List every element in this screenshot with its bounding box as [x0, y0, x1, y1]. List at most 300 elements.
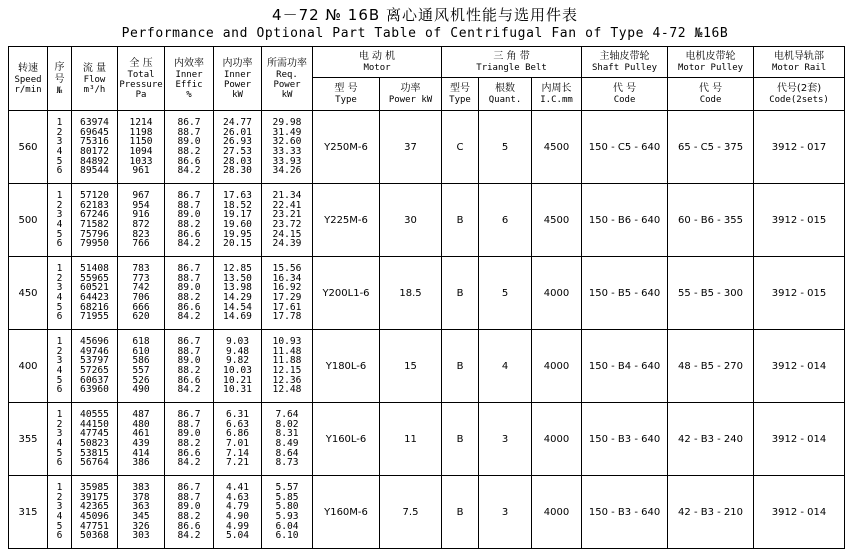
- header-triangle-belt: 三 角 带 Triangle Belt: [442, 47, 582, 78]
- inner-effic-cell: [165, 184, 214, 257]
- req-power-cell-value: 15.56: [272, 263, 302, 275]
- req-power-cell-value: 11.88: [272, 355, 302, 367]
- inner-power-cell-value: 9.82: [225, 355, 250, 367]
- seq-cell: [48, 257, 72, 330]
- pressure-cell-value: 386: [132, 457, 150, 469]
- inner-power-cell-value: 18.52: [223, 199, 252, 211]
- req-power-cell: [262, 330, 313, 403]
- motor-pulley-code-cell: 42 - B3 - 240: [668, 403, 754, 476]
- req-power-cell-value: 10.93: [272, 336, 302, 348]
- inner-power-cell-value: 24.77: [223, 117, 252, 129]
- pressure-cell-value: 526: [132, 374, 150, 386]
- motor-type-cell: Y160M-6: [313, 476, 380, 549]
- shaft-pulley-code-cell: 150 - B3 - 640: [582, 403, 668, 476]
- inner-effic-cell-value: 86.6: [177, 520, 201, 532]
- inner-effic-cell-value: 88.2: [177, 365, 201, 376]
- req-power-cell-value: 23.21: [272, 209, 302, 221]
- inner-effic-cell-value: 89.0: [177, 136, 201, 148]
- req-power-cell-value: 12.15: [272, 365, 302, 376]
- flow-cell-value: 44150: [80, 418, 109, 430]
- seq-cell-value: 3: [56, 136, 63, 148]
- inner-effic-cell-value: 86.6: [177, 155, 201, 167]
- flow-cell-value: 56764: [80, 457, 109, 469]
- seq-cell-value: 6: [56, 311, 63, 323]
- header-belt-ic: 内周长 I.C.mm: [532, 78, 582, 111]
- seq-cell-value: 3: [56, 355, 63, 367]
- motor-type-cell: Y160L-6: [313, 403, 380, 476]
- req-power-cell-value: 24.15: [272, 228, 302, 240]
- req-power-cell: [262, 476, 313, 549]
- req-power-cell-value: 8.02: [275, 418, 299, 430]
- shaft-pulley-code-cell: 150 - B3 - 640: [582, 476, 668, 549]
- req-power-cell-value: 5.80: [275, 501, 299, 513]
- inner-power-cell-value: 6.63: [225, 418, 250, 430]
- seq-cell-value: 6: [56, 165, 63, 177]
- belt-type-cell: C: [442, 111, 479, 184]
- inner-effic-cell: [165, 403, 214, 476]
- seq-cell: [48, 403, 72, 476]
- inner-power-cell-value: 19.95: [223, 228, 252, 240]
- header-pressure: 全 压 Total Pressure Pa: [118, 47, 165, 111]
- header-shaft-pulley: 主轴皮带轮 Shaft Pulley: [582, 47, 668, 78]
- flow-cell: [72, 111, 118, 184]
- seq-cell-value: 4: [56, 438, 63, 449]
- header-motor-rail-code: 代号(2套) Code(2sets): [754, 78, 845, 111]
- pressure-cell-value: 557: [132, 365, 150, 376]
- flow-cell-value: 50368: [80, 530, 109, 542]
- table-body: [9, 111, 845, 549]
- inner-power-cell-value: 4.79: [225, 501, 250, 513]
- pressure-cell-value: 618: [132, 336, 150, 348]
- flow-cell: [72, 184, 118, 257]
- req-power-cell-value: 11.48: [272, 345, 302, 357]
- speed-cell: 315: [9, 476, 48, 549]
- inner-effic-cell-value: 86.7: [177, 482, 201, 494]
- inner-power-cell-value: 13.98: [223, 282, 252, 294]
- seq-cell-value: 5: [56, 155, 63, 167]
- pressure-cell-value: 620: [132, 311, 150, 323]
- motor-rail-code-cell: 3912 - 014: [754, 476, 845, 549]
- inner-power-cell-value: 28.03: [223, 155, 252, 167]
- inner-power-cell-value: 4.41: [225, 482, 250, 494]
- flow-cell-value: 62183: [80, 199, 109, 211]
- motor-power-cell: 11: [380, 403, 442, 476]
- header-req-power: 所需功率 Req. Power kW: [262, 47, 313, 111]
- seq-cell-value: 1: [56, 482, 63, 494]
- req-power-cell-value: 12.36: [272, 374, 302, 386]
- belt-type-cell: B: [442, 184, 479, 257]
- seq-cell-value: 4: [56, 219, 63, 230]
- header-shaft-pulley-code: 代 号 Code: [582, 78, 668, 111]
- flow-cell: [72, 403, 118, 476]
- inner-effic-cell-value: 89.0: [177, 355, 201, 367]
- flow-cell-value: 63974: [80, 117, 109, 129]
- seq-cell-value: 1: [56, 409, 63, 421]
- seq-cell-value: 3: [56, 282, 63, 294]
- pressure-cell-value: 742: [132, 282, 150, 294]
- inner-power-cell: [214, 330, 262, 403]
- inner-effic-cell-value: 88.2: [177, 438, 201, 449]
- pressure-cell-value: 414: [132, 447, 150, 459]
- flow-cell-value: 57120: [80, 190, 109, 202]
- inner-power-cell-value: 14.69: [223, 311, 252, 323]
- req-power-cell-value: 17.61: [272, 301, 302, 313]
- flow-cell-value: 55965: [80, 272, 109, 284]
- req-power-cell-value: 5.57: [275, 482, 299, 494]
- inner-effic-cell-value: 86.6: [177, 228, 201, 240]
- seq-cell-value: 3: [56, 209, 63, 221]
- inner-effic-cell-value: 84.2: [177, 530, 201, 542]
- pressure-cell-value: 439: [132, 438, 150, 449]
- pressure-cell-value: 383: [132, 482, 150, 494]
- inner-effic-cell: [165, 476, 214, 549]
- req-power-cell-value: 29.98: [272, 117, 302, 129]
- flow-cell-value: 42365: [80, 501, 109, 513]
- flow-cell-value: 53815: [80, 447, 109, 459]
- inner-effic-cell-value: 88.7: [177, 272, 201, 284]
- pressure-cell: [118, 403, 165, 476]
- pressure-cell-value: 706: [132, 292, 150, 303]
- req-power-cell-value: 16.34: [272, 272, 302, 284]
- motor-pulley-code-cell: 42 - B3 - 210: [668, 476, 754, 549]
- shaft-pulley-code-cell: 150 - B5 - 640: [582, 257, 668, 330]
- pressure-cell: [118, 476, 165, 549]
- header-belt-type: 型号 Type: [442, 78, 479, 111]
- flow-cell-value: 89544: [80, 165, 109, 177]
- flow-cell-value: 50823: [80, 438, 109, 449]
- pressure-cell-value: 345: [132, 511, 150, 522]
- req-power-cell-value: 12.48: [272, 384, 302, 396]
- speed-cell: 560: [9, 111, 48, 184]
- pressure-cell-value: 773: [132, 272, 150, 284]
- inner-effic-cell-value: 88.7: [177, 126, 201, 138]
- seq-cell-value: 6: [56, 384, 63, 396]
- req-power-cell-value: 32.60: [272, 136, 302, 148]
- seq-cell-value: 6: [56, 457, 63, 469]
- inner-effic-cell-value: 88.2: [177, 292, 201, 303]
- flow-cell-value: 60521: [80, 282, 109, 294]
- header-speed: 转速 Speed r/min: [9, 47, 48, 111]
- belt-quant-cell: 5: [479, 257, 532, 330]
- seq-cell-value: 4: [56, 292, 63, 303]
- seq-cell-value: 5: [56, 228, 63, 240]
- pressure-cell: [118, 111, 165, 184]
- flow-cell-value: 39175: [80, 491, 109, 503]
- flow-cell-value: 68216: [80, 301, 109, 313]
- inner-power-cell-value: 26.93: [223, 136, 252, 148]
- speed-cell: 355: [9, 403, 48, 476]
- seq-cell-value: 2: [56, 199, 63, 211]
- flow-cell-value: 53797: [80, 355, 109, 367]
- pressure-cell-value: 303: [132, 530, 150, 542]
- inner-effic-cell: [165, 330, 214, 403]
- inner-power-cell-value: 4.90: [225, 511, 250, 522]
- pressure-cell: [118, 184, 165, 257]
- header-motor-pulley-code: 代 号 Code: [668, 78, 754, 111]
- pressure-cell: [118, 257, 165, 330]
- req-power-cell-value: 31.49: [272, 126, 302, 138]
- pressure-cell-value: 1033: [129, 155, 153, 167]
- flow-cell-value: 45096: [80, 511, 109, 522]
- inner-effic-cell-value: 89.0: [177, 428, 201, 440]
- motor-rail-code-cell: 3912 - 015: [754, 257, 845, 330]
- inner-power-cell-value: 17.63: [223, 190, 252, 202]
- table-title-chinese: 4－72 № 16B 离心通风机性能与选用件表: [272, 6, 578, 24]
- flow-cell-value: 75796: [80, 228, 109, 240]
- pressure-cell-value: 1198: [129, 126, 153, 138]
- motor-pulley-code-cell: 65 - C5 - 375: [668, 111, 754, 184]
- inner-effic-cell-value: 88.2: [177, 511, 201, 522]
- seq-cell-value: 2: [56, 272, 63, 284]
- seq-cell-value: 2: [56, 491, 63, 503]
- motor-type-cell: Y225M-6: [313, 184, 380, 257]
- seq-cell-value: 1: [56, 336, 63, 348]
- seq-cell-value: 4: [56, 146, 63, 157]
- inner-power-cell-value: 9.48: [225, 345, 250, 357]
- flow-cell: [72, 330, 118, 403]
- inner-effic-cell-value: 86.7: [177, 409, 201, 421]
- inner-effic-cell-value: 88.2: [177, 219, 201, 230]
- inner-power-cell-value: 6.86: [225, 428, 250, 440]
- flow-cell-value: 40555: [80, 409, 109, 421]
- seq-cell-value: 5: [56, 447, 63, 459]
- belt-type-cell: B: [442, 330, 479, 403]
- pressure-cell-value: 954: [132, 199, 150, 211]
- flow-cell-value: 47751: [80, 520, 109, 532]
- req-power-cell: [262, 257, 313, 330]
- flow-cell-value: 69645: [80, 126, 109, 138]
- belt-type-cell: B: [442, 476, 479, 549]
- seq-cell-value: 5: [56, 374, 63, 386]
- pressure-cell-value: 326: [132, 520, 150, 532]
- belt-ic-cell: 4000: [532, 257, 582, 330]
- inner-power-cell: [214, 403, 262, 476]
- req-power-cell-value: 33.93: [272, 155, 302, 167]
- inner-power-cell-value: 4.99: [225, 520, 250, 532]
- belt-ic-cell: 4500: [532, 184, 582, 257]
- belt-quant-cell: 6: [479, 184, 532, 257]
- speed-cell: 450: [9, 257, 48, 330]
- req-power-cell-value: 17.29: [272, 292, 302, 303]
- req-power-cell-value: 5.85: [275, 491, 299, 503]
- motor-power-cell: 18.5: [380, 257, 442, 330]
- pressure-cell-value: 823: [132, 228, 150, 240]
- pressure-cell-value: 378: [132, 491, 150, 503]
- pressure-cell-value: 967: [132, 190, 150, 202]
- inner-effic-cell-value: 88.7: [177, 491, 201, 503]
- inner-effic-cell-value: 86.6: [177, 374, 201, 386]
- header-flow: 流 量 Flow m³/h: [72, 47, 118, 111]
- shaft-pulley-code-cell: 150 - B4 - 640: [582, 330, 668, 403]
- req-power-cell-value: 6.10: [275, 530, 299, 542]
- inner-effic-cell-value: 88.7: [177, 345, 201, 357]
- seq-cell-value: 6: [56, 530, 63, 542]
- motor-power-cell: 7.5: [380, 476, 442, 549]
- belt-type-cell: B: [442, 403, 479, 476]
- belt-ic-cell: 4000: [532, 330, 582, 403]
- header-belt-quant: 根数 Quant.: [479, 78, 532, 111]
- req-power-cell-value: 21.34: [272, 190, 302, 202]
- inner-power-cell-value: 9.03: [225, 336, 250, 348]
- req-power-cell-value: 23.72: [272, 219, 302, 230]
- table-row: [9, 403, 845, 476]
- header-motor-pulley: 电机皮带轮 Motor Pulley: [668, 47, 754, 78]
- req-power-cell: [262, 184, 313, 257]
- inner-power-cell-value: 13.50: [223, 272, 252, 284]
- inner-power-cell-value: 14.54: [223, 301, 252, 313]
- pressure-cell-value: 1150: [129, 136, 153, 148]
- seq-cell-value: 1: [56, 117, 63, 129]
- flow-cell-value: 84892: [80, 155, 109, 167]
- req-power-cell-value: 16.92: [272, 282, 302, 294]
- req-power-cell-value: 24.39: [272, 238, 302, 250]
- seq-cell-value: 1: [56, 190, 63, 202]
- inner-power-cell-value: 27.53: [223, 146, 252, 157]
- inner-power-cell-value: 10.21: [223, 374, 252, 386]
- flow-cell-value: 49746: [80, 345, 109, 357]
- belt-quant-cell: 4: [479, 330, 532, 403]
- table-row: [9, 476, 845, 549]
- motor-rail-code-cell: 3912 - 017: [754, 111, 845, 184]
- header-inner-power: 内功率 Inner Power kW: [214, 47, 262, 111]
- req-power-cell-value: 5.93: [275, 511, 299, 522]
- req-power-cell-value: 34.26: [272, 165, 302, 177]
- inner-power-cell: [214, 111, 262, 184]
- seq-cell-value: 1: [56, 263, 63, 275]
- pressure-cell-value: 363: [132, 501, 150, 513]
- inner-effic-cell-value: 89.0: [177, 209, 201, 221]
- belt-ic-cell: 4000: [532, 403, 582, 476]
- flow-cell-value: 67246: [80, 209, 109, 221]
- seq-cell-value: 4: [56, 511, 63, 522]
- inner-effic-cell-value: 86.6: [177, 301, 201, 313]
- inner-effic-cell: [165, 111, 214, 184]
- belt-quant-cell: 3: [479, 403, 532, 476]
- motor-pulley-code-cell: 60 - B6 - 355: [668, 184, 754, 257]
- pressure-cell-value: 487: [132, 409, 150, 421]
- flow-cell-value: 71955: [80, 311, 109, 323]
- pressure-cell-value: 1094: [129, 146, 153, 157]
- seq-cell: [48, 330, 72, 403]
- req-power-cell-value: 8.64: [275, 447, 299, 459]
- motor-type-cell: Y250M-6: [313, 111, 380, 184]
- inner-effic-cell-value: 84.2: [177, 384, 201, 396]
- seq-cell-value: 4: [56, 365, 63, 376]
- pressure-cell-value: 916: [132, 209, 150, 221]
- pressure-cell-value: 480: [132, 418, 150, 430]
- req-power-cell: [262, 403, 313, 476]
- belt-quant-cell: 5: [479, 111, 532, 184]
- flow-cell-value: 79950: [80, 238, 109, 250]
- header-motor: 电 动 机 Motor: [313, 47, 442, 78]
- seq-cell-value: 2: [56, 345, 63, 357]
- flow-cell: [72, 476, 118, 549]
- speed-cell: 500: [9, 184, 48, 257]
- header-motor-rail: 电机导轨部 Motor Rail: [754, 47, 845, 78]
- req-power-cell-value: 22.41: [272, 199, 302, 211]
- flow-cell-value: 57265: [80, 365, 109, 376]
- belt-quant-cell: 3: [479, 476, 532, 549]
- inner-power-cell-value: 10.03: [223, 365, 252, 376]
- seq-cell-value: 3: [56, 501, 63, 513]
- motor-type-cell: Y180L-6: [313, 330, 380, 403]
- pressure-cell-value: 766: [132, 238, 150, 250]
- pressure-cell-value: 586: [132, 355, 150, 367]
- belt-ic-cell: 4500: [532, 111, 582, 184]
- inner-power-cell-value: 14.29: [223, 292, 252, 303]
- inner-effic-cell-value: 86.7: [177, 263, 201, 275]
- pressure-cell: [118, 330, 165, 403]
- inner-effic-cell-value: 86.7: [177, 190, 201, 202]
- flow-cell-value: 71582: [80, 219, 109, 230]
- inner-effic-cell-value: 84.2: [177, 165, 201, 177]
- seq-cell: [48, 184, 72, 257]
- pressure-cell-value: 461: [132, 428, 150, 440]
- inner-effic-cell-value: 84.2: [177, 457, 201, 469]
- seq-cell-value: 2: [56, 126, 63, 138]
- inner-effic-cell-value: 84.2: [177, 311, 201, 323]
- req-power-cell-value: 33.33: [272, 146, 302, 157]
- motor-pulley-code-cell: 55 - B5 - 300: [668, 257, 754, 330]
- motor-rail-code-cell: 3912 - 014: [754, 330, 845, 403]
- pressure-cell-value: 783: [132, 263, 150, 275]
- seq-cell-value: 2: [56, 418, 63, 430]
- inner-power-cell-value: 6.31: [225, 409, 250, 421]
- pressure-cell-value: 490: [132, 384, 150, 396]
- seq-cell-value: 6: [56, 238, 63, 250]
- inner-power-cell-value: 28.30: [223, 165, 252, 177]
- flow-cell: [72, 257, 118, 330]
- flow-cell-value: 47745: [80, 428, 109, 440]
- header-motor-power: 功率 Power kW: [380, 78, 442, 111]
- header-inner-effic: 内效率 Inner Effic %: [165, 47, 214, 111]
- shaft-pulley-code-cell: 150 - C5 - 640: [582, 111, 668, 184]
- inner-power-cell-value: 19.17: [223, 209, 252, 221]
- table-row: [9, 257, 845, 330]
- pressure-cell-value: 961: [132, 165, 150, 177]
- inner-effic-cell-value: 88.7: [177, 418, 201, 430]
- inner-effic-cell-value: 88.2: [177, 146, 201, 157]
- req-power-cell-value: 8.73: [275, 457, 299, 469]
- speed-cell: 400: [9, 330, 48, 403]
- belt-ic-cell: 4000: [532, 476, 582, 549]
- inner-effic-cell-value: 89.0: [177, 501, 201, 513]
- motor-power-cell: 37: [380, 111, 442, 184]
- flow-cell-value: 80172: [80, 146, 109, 157]
- motor-rail-code-cell: 3912 - 015: [754, 184, 845, 257]
- inner-power-cell-value: 26.01: [223, 126, 252, 138]
- inner-power-cell-value: 10.31: [223, 384, 252, 396]
- motor-pulley-code-cell: 48 - B5 - 270: [668, 330, 754, 403]
- flow-cell-value: 60637: [80, 374, 109, 386]
- belt-type-cell: B: [442, 257, 479, 330]
- req-power-cell: [262, 111, 313, 184]
- inner-effic-cell-value: 86.7: [177, 117, 201, 129]
- pressure-cell-value: 1214: [129, 117, 153, 129]
- inner-power-cell-value: 4.63: [225, 491, 250, 503]
- seq-cell-value: 3: [56, 428, 63, 440]
- inner-power-cell: [214, 476, 262, 549]
- table-row: [9, 184, 845, 257]
- req-power-cell-value: 6.04: [275, 520, 299, 532]
- motor-power-cell: 30: [380, 184, 442, 257]
- inner-power-cell: [214, 184, 262, 257]
- flow-cell-value: 63960: [80, 384, 109, 396]
- inner-effic-cell-value: 86.6: [177, 447, 201, 459]
- header-motor-type: 型 号 Type: [313, 78, 380, 111]
- table-title-english: Performance and Optional Part Table of Centrifugal Fan of Type 4-72 №16B: [121, 26, 729, 41]
- seq-cell-value: 5: [56, 301, 63, 313]
